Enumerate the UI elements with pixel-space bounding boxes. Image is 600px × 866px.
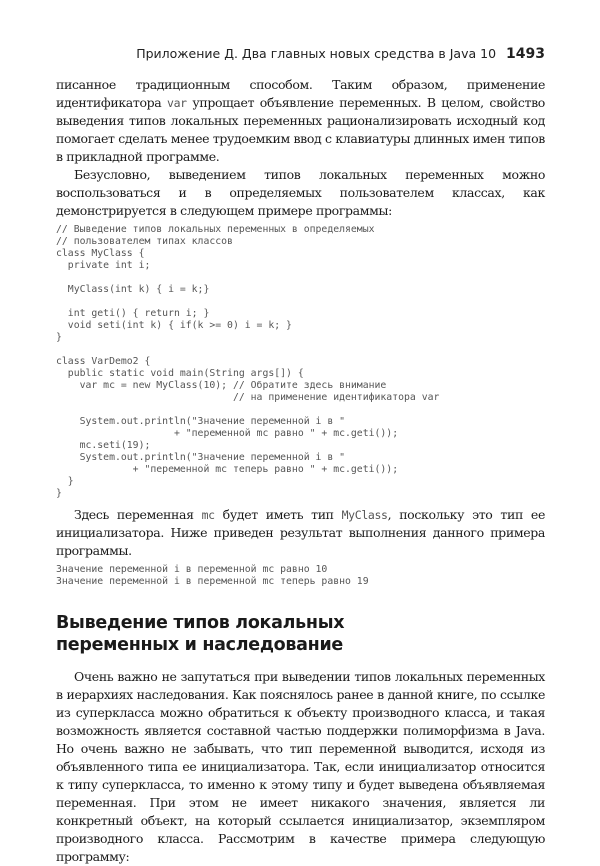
code-line: void seti(int k) { if(k >= 0) i = k; } [56,320,292,331]
running-header [0,46,545,66]
code-line: var mc = new MyClass(10); // Обратите здесь внимание [56,380,387,391]
code-line: private int i; [56,260,151,271]
text-run: упрощает объявление переменных. В целом, свойство выведения типов локальных переменных рационализировать исходный код помогает сделать менее трудоемким ввод с клавиатуры длинных имен типов в прикладной программе. [56,95,545,164]
code-line [56,404,545,416]
code-line: + "переменной mc равно " + mc.geti()); [56,428,399,439]
text-run: , поскольку это тип ее инициализатора. Ниже приведен результат выполнения данного примера программы. [56,507,545,558]
code-line: Значение переменной i в переменной mc равно 10 [56,564,328,575]
code-line: // Выведение типов локальных переменных в определяемых [56,224,375,235]
code-line: + "переменной mc теперь равно " + mc.geti()); [56,464,399,475]
code-line [56,296,545,308]
text-run: писанное традиционным способом. Таким образом, применение идентификатора [56,77,545,110]
program-output [56,564,545,588]
code-line: System.out.println("Значение переменной i в " [56,452,346,463]
code-line: public static void main(String args[]) { [56,368,304,379]
code-line: System.out.println("Значение переменной i в " [56,416,346,427]
code-line: MyClass(int k) { i = k;} [56,284,210,295]
code-line: int geti() { return i; } [56,308,210,319]
paragraph-explanation [56,506,545,560]
code-line: Значение переменной i в переменной mc теперь равно 19 [56,576,369,587]
code-line [56,344,545,356]
code-line [56,272,545,284]
inline-code-mc: mc [201,508,215,522]
section-heading [56,612,545,656]
code-listing-vardemo2 [56,224,545,500]
code-line: mc.seti(19); [56,440,151,451]
paragraph-intro-example: Безусловно, выведением типов локальных переменных можно воспользоваться и в определяемых пользователем классах, как демонстрируется в следующем примере программы: [56,167,545,218]
code-line: } [56,476,74,487]
code-line: class VarDemo2 { [56,356,151,367]
inline-code-myclass: MyClass [341,508,388,522]
page-body [56,76,545,866]
text-run: Здесь переменная [74,507,202,522]
paragraph-inheritance: Очень важно не запутаться при выведении типов локальных переменных в иерархиях наследования. Как пояснялось ранее в данной книге, по ссылке из суперкласса можно обратиться к объекту производного класса, и такая возможность является составной частью поддержки полиморфизма в Java. Но очень важно не забывать, что тип переменной выводится, исходя из объявленного типа ее инициализатора. Так, если инициализатор относится к типу суперкласса, то именно к этому типу и будет выведена объявляемая переменная. При этом не имеет никакого значения, является ли конкретный объект, на который ссылается инициализатор, экземпляром производного класса. Рассмотрим в качестве примера следующую программу: [56,669,545,864]
code-line: } [56,488,62,499]
running-title: Приложение Д. Два главных новых средства в Java 10 [136,46,497,61]
code-line: // пользователем типах классов [56,236,233,247]
inline-code-var: var [167,96,187,110]
section-heading-line: переменных и наследование [56,635,343,655]
page-number: 1493 [506,46,545,62]
code-line: } [56,332,62,343]
paragraph-continued [56,76,545,166]
section-heading-line: Выведение типов локальных [56,613,345,633]
code-line: class MyClass { [56,248,145,259]
code-line: // на применение идентификатора var [56,392,440,403]
text-run: будет иметь тип [214,507,342,522]
